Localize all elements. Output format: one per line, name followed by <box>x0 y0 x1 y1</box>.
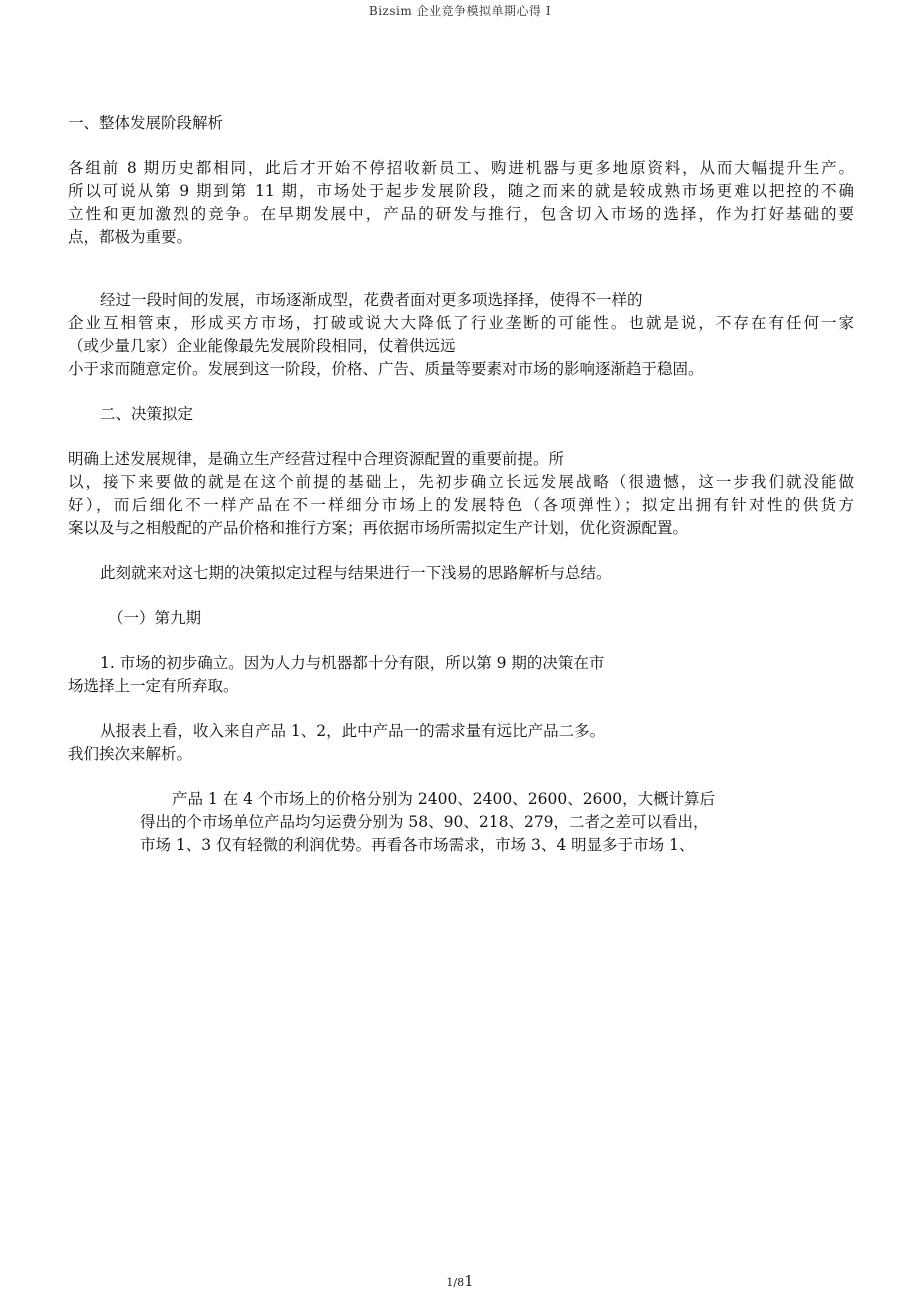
paragraph-6 <box>68 720 854 766</box>
paragraph-4: 此刻就来对这七期的决策拟定过程与结果进行一下浅易的思路解析与总结。 <box>100 564 612 582</box>
subsection-heading-1: （一）第九期 <box>108 609 202 627</box>
paragraph-line: 得出的个市场单位产品均匀运费分别为 58、90、218、279，二者之差可以看出， <box>140 813 709 831</box>
paragraph-line: 企业互相管束，形成买方市场，打破或说大大降低了行业垄断的可能性。也就是说，不存在有任何一家 <box>68 314 854 332</box>
paragraph-line: 案以及与之相般配的产品价格和推行方案；再依据市场所需拟定生产计划，优化资源配置。 <box>68 519 689 537</box>
paragraph-2 <box>68 289 854 381</box>
paragraph-line: 所以可说从第 9 期到第 11 期，市场处于起步发展阶段，随之而来的就是较成熟市场更难以把控的不确 <box>68 182 854 200</box>
paragraph-line: 1. 市场的初步确立。因为人力与机器都十分有限，所以第 9 期的决策在市 <box>100 654 605 672</box>
paragraph-line: 立性和更加激烈的竞争。在早期发展中，产品的研发与推行，包含切入市场的选择，作为打好基础的要 <box>68 205 854 223</box>
paragraph-line: 以，接下来要做的就是在这个前提的基础上，先初步确立长远发展战略（很遗憾，这一步我们就没能做 <box>68 473 854 491</box>
paragraph-line: 市场 1、3 仅有轻微的利润优势。再看各市场需求，市场 3、4 明显多于市场 1、 <box>140 836 695 854</box>
paragraph-1 <box>68 157 854 249</box>
paragraph-line: 产品 1 在 4 个市场上的价格分别为 2400、2400、2600、2600，大概计算后 <box>172 790 716 808</box>
paragraph-line: 各组前 8 期历史都相同，此后才开始不停招收新员工、购进机器与更多地原资料，从而大幅提升生产。 <box>68 159 854 177</box>
paragraph-5 <box>68 652 854 698</box>
paragraph-line: 小于求而随意定价。发展到这一阶段，价格、广告、质量等要素对市场的影响逐渐趋于稳固。 <box>68 360 704 378</box>
paragraph-line: 点，都极为重要。 <box>68 228 193 246</box>
paragraph-line: 我们挨次来解析。 <box>68 745 193 763</box>
paragraph-line: 经过一段时间的发展，市场逐渐成型，花费者面对更多项选择择，使得不一样的 <box>100 291 643 309</box>
paragraph-7 <box>68 788 854 857</box>
paragraph-line: 明确上述发展规律，是确立生产经营过程中合理资源配置的重要前提。所 <box>68 450 565 468</box>
document-body <box>68 112 854 857</box>
paragraph-line: 从报表上看，收入来自产品 1、2，此中产品一的需求量有远比产品二多。 <box>100 722 606 740</box>
page-number <box>0 1272 920 1290</box>
section-heading-1: 一、整体发展阶段解析 <box>68 114 224 132</box>
paragraph-line: 好），而后细化不一样产品在不一样细分市场上的发展特色（各项弹性）；拟定出拥有针对性的供货方 <box>68 496 854 514</box>
paragraph-3 <box>68 448 854 540</box>
paragraph-line: （或少量几家）企业能像最先发展阶段相同，仗着供远远 <box>68 337 456 355</box>
page-number-label: 1/8 <box>446 1276 465 1289</box>
page-number-big: 1 <box>464 1272 474 1290</box>
section-heading-2: 二、决策拟定 <box>100 405 194 423</box>
document-header: Bizsim 企业竞争模拟单期心得 I <box>368 4 552 18</box>
paragraph-line: 场选择上一定有所弃取。 <box>68 677 239 695</box>
